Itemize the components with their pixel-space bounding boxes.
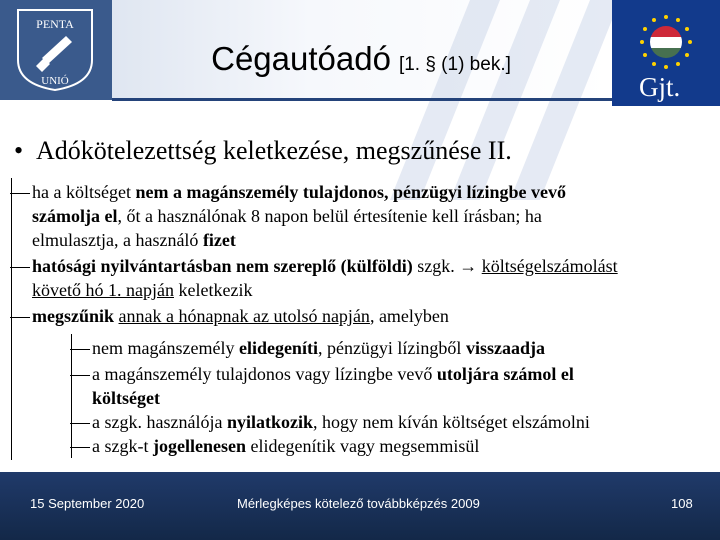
badge-text: Gjt. [639, 72, 681, 102]
slide-header [0, 0, 720, 100]
eu-badge [612, 0, 720, 106]
sub-item-1: nem magánszemély elidegeníti, pénzügyi lízingből visszaadja [70, 336, 545, 360]
bullet-heading [14, 136, 512, 166]
logo-panel [0, 0, 112, 100]
header-divider [112, 98, 612, 101]
list-item-1: ha a költséget nem a magánszemély tulajdonos, pénzügyi lízingbe vevő [10, 180, 566, 204]
dash-icon [70, 423, 90, 424]
sub-item-2-cont: költséget [92, 388, 160, 408]
slide-title [112, 40, 610, 78]
document-excerpt [10, 176, 712, 462]
dash-icon [10, 193, 30, 194]
dash-icon [70, 447, 90, 448]
sub-item-3: a szgk. használója nyilatkozik, hogy nem kíván költséget elszámolni [70, 410, 590, 434]
slide-footer [0, 472, 720, 540]
title-reference: [1. § (1) bek.] [398, 54, 511, 75]
bullet-dot-icon: • [14, 136, 24, 165]
list-item-1-cont-1: számolja el, őt a használónak 8 napon belül értesítenie kell írásban; ha [32, 206, 542, 226]
list-item-2: hatósági nyilvántartásban nem szereplő (külföldi) szgk. → költségelszámolást [10, 254, 618, 278]
dash-icon [10, 267, 30, 268]
dash-icon [70, 349, 90, 350]
hungary-flag-icon [638, 14, 694, 70]
list-item-2-cont: követő hó 1. napján keletkezik [32, 280, 253, 300]
list-item-1-cont-2: elmulasztja, a használó fizet [32, 230, 236, 250]
dash-icon [70, 375, 90, 376]
title-main: Cégautóadó [211, 40, 391, 77]
logo-top-text: PENTA [36, 17, 74, 31]
sub-item-4: a szgk-t jogellenesen elidegenítik vagy megsemmisül [70, 434, 479, 458]
list-item-3: megszűnik annak a hónapnak az utolsó napján, amelyben [10, 304, 449, 328]
bullet-heading-text: Adókötelezettség keletkezése, megszűnése II. [36, 136, 512, 165]
footer-date: 15 September 2020 [30, 496, 145, 511]
dash-icon [10, 317, 30, 318]
footer-title: Mérlegképes kötelező továbbképzés 2009 [237, 496, 480, 511]
logo-bottom-text: UNIÓ [41, 75, 69, 87]
sub-item-2: a magánszemély tulajdonos vagy lízingbe vevő utoljára számol el [70, 362, 574, 386]
page-number: 108 [671, 496, 693, 511]
penta-unio-logo [14, 6, 96, 92]
